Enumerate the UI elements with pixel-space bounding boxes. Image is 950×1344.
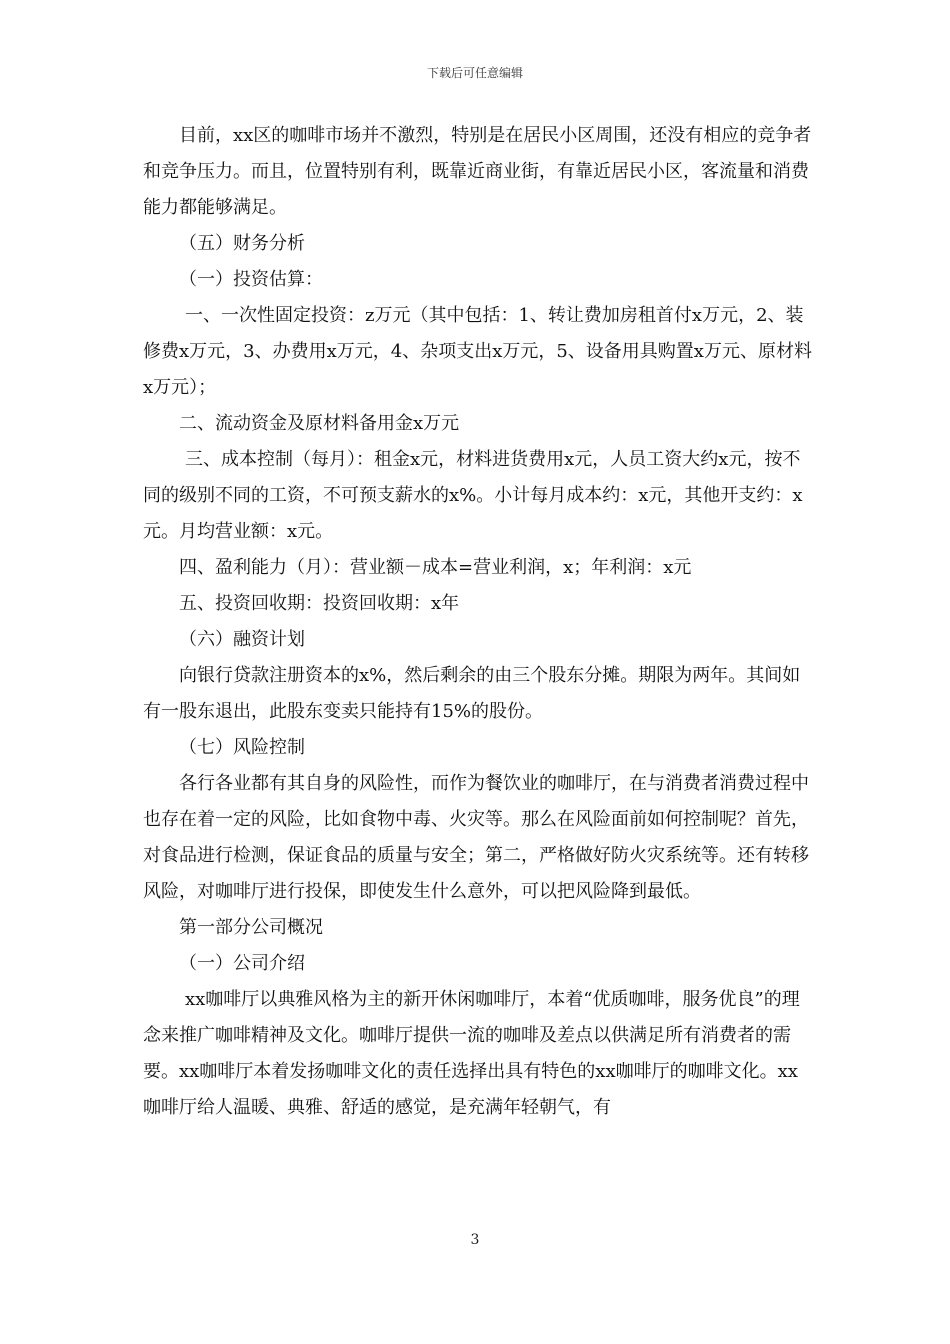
paragraph-company-intro: xx咖啡厅以典雅风格为主的新开休闲咖啡厅，本着“优质咖啡，服务优良”的理念来推广咖啡精神及文化。咖啡厅提供一流的咖啡及差点以供满足所有消费者的需要。xx咖啡厅本着发扬咖啡文化的责任选择出具有特色的xx咖啡厅的咖啡文化。xx咖啡厅给人温暖、典雅、舒适的感觉，是充满年轻朝气，有 [143,989,800,1118]
heading-investment-estimate: （一）投资估算： [179,269,323,290]
heading-company-overview: 第一部分公司概况 [179,917,323,938]
download-note: 下载后可任意编辑 [426,66,523,80]
paragraph-profitability: 四、盈利能力（月）：营业额－成本=营业利润，x；年利润：x元 [179,557,692,578]
heading-risk-control: （七）风险控制 [179,737,305,758]
paragraph-risk-control: 各行各业都有其自身的风险性，而作为餐饮业的咖啡厅，在与消费者消费过程中也存在着一定的风险，比如食物中毒、火灾等。那么在风险面前如何控制呢？首先，对食品进行检测，保证食品的质量与安全；第二，严格做好防火灾系统等。还有转移风险，对咖啡厅进行投保，即使发生什么意外，可以把风险降到最低。 [143,773,809,902]
paragraph-cost-control: 三、成本控制（每月）：租金x元，材料进货费用x元，人员工资大约x元，按不同的级别不同的工资，不可预支薪水的x%。小计每月成本约：x元，其他开支约：x元。月均营业额：x元。 [143,449,803,542]
paragraph-working-capital: 二、流动资金及原材料备用金x万元 [179,413,460,434]
paragraph-market-analysis: 目前，xx区的咖啡市场并不激烈，特别是在居民小区周围，还没有相应的竞争者和竞争压力。而且，位置特别有利，既靠近商业街，有靠近居民小区，客流量和消费能力都能够满足。 [143,125,812,218]
page-number: 3 [470,1232,480,1248]
paragraph-payback-period: 五、投资回收期：投资回收期：x年 [179,593,460,614]
heading-financial-analysis: （五）财务分析 [179,233,305,254]
heading-financing-plan: （六）融资计划 [179,629,305,650]
heading-company-intro: （一）公司介绍 [179,953,305,974]
paragraph-financing-plan: 向银行贷款注册资本的x%，然后剩余的由三个股东分摊。期限为两年。其间如有一股东退出，此股东变卖只能持有15%的股份。 [143,665,801,722]
paragraph-fixed-investment: 一、一次性固定投资：z万元（其中包括：1、转让费加房租首付x万元，2、装修费x万元，3、办费用x万元，4、杂项支出x万元，5、设备用具购置x万元、原材料x万元）； [143,305,812,398]
document-body [143,118,813,1126]
